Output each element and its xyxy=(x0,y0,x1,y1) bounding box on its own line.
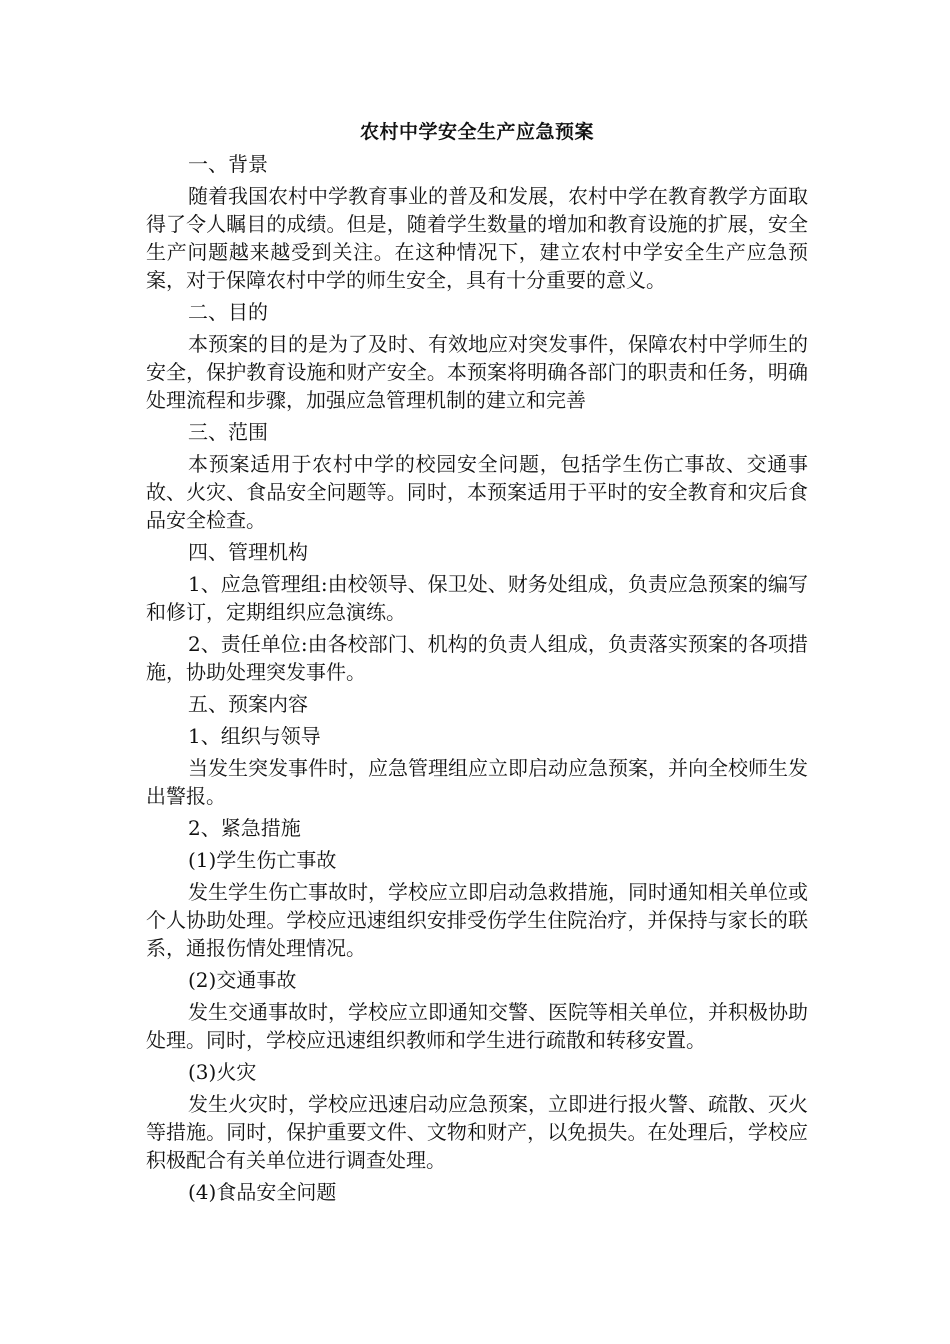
paragraph: 一、背景 xyxy=(188,152,268,176)
paragraph: 二、目的 xyxy=(188,300,268,324)
document-body xyxy=(146,150,808,1206)
document-title: 农村中学安全生产应急预案 xyxy=(359,121,594,143)
paragraph: (1)学生伤亡事故 xyxy=(188,848,337,872)
paragraph: 当发生突发事件时，应急管理组应立即启动应急预案，并向全校师生发出警报。 xyxy=(146,756,808,808)
paragraph: 五、预案内容 xyxy=(188,692,308,716)
paragraph: (4)食品安全问题 xyxy=(188,1180,337,1204)
paragraph: 2、责任单位:由各校部门、机构的负责人组成，负责落实预案的各项措施，协助处理突发事件。 xyxy=(146,632,808,684)
paragraph: 四、管理机构 xyxy=(188,540,308,564)
paragraph: (3)火灾 xyxy=(188,1060,257,1084)
paragraph: 发生交通事故时，学校应立即通知交警、医院等相关单位，并积极协助处理。同时，学校应迅速组织教师和学生进行疏散和转移安置。 xyxy=(146,1000,808,1052)
paragraph: 随着我国农村中学教育事业的普及和发展，农村中学在教育教学方面取得了令人瞩目的成绩。但是，随着学生数量的增加和教育设施的扩展，安全生产问题越来越受到关注。在这种情况下，建立农村中学安全生产应急预案，对于保障农村中学的师生安全，具有十分重要的意义。 xyxy=(146,184,808,292)
paragraph: 本预案的目的是为了及时、有效地应对突发事件，保障农村中学师生的安全，保护教育设施和财产安全。本预案将明确各部门的职责和任务，明确处理流程和步骤，加强应急管理机制的建立和完善 xyxy=(146,332,808,412)
paragraph: 2、紧急措施 xyxy=(188,816,301,840)
paragraph: (2)交通事故 xyxy=(188,968,297,992)
paragraph: 1、应急管理组:由校领导、保卫处、财务处组成，负责应急预案的编写和修订，定期组织应急演练。 xyxy=(146,572,808,624)
paragraph: 三、范围 xyxy=(188,420,268,444)
paragraph: 发生火灾时，学校应迅速启动应急预案，立即进行报火警、疏散、灭火等措施。同时，保护重要文件、文物和财产，以免损失。在处理后，学校应积极配合有关单位进行调查处理。 xyxy=(146,1092,808,1172)
paragraph: 发生学生伤亡事故时，学校应立即启动急救措施，同时通知相关单位或个人协助处理。学校应迅速组织安排受伤学生住院治疗，并保持与家长的联系，通报伤情处理情况。 xyxy=(146,880,808,960)
document-page xyxy=(146,118,808,1210)
paragraph: 1、组织与领导 xyxy=(188,724,321,748)
paragraph: 本预案适用于农村中学的校园安全问题，包括学生伤亡事故、交通事故、火灾、食品安全问题等。同时，本预案适用于平时的安全教育和灾后食品安全检查。 xyxy=(146,452,808,532)
